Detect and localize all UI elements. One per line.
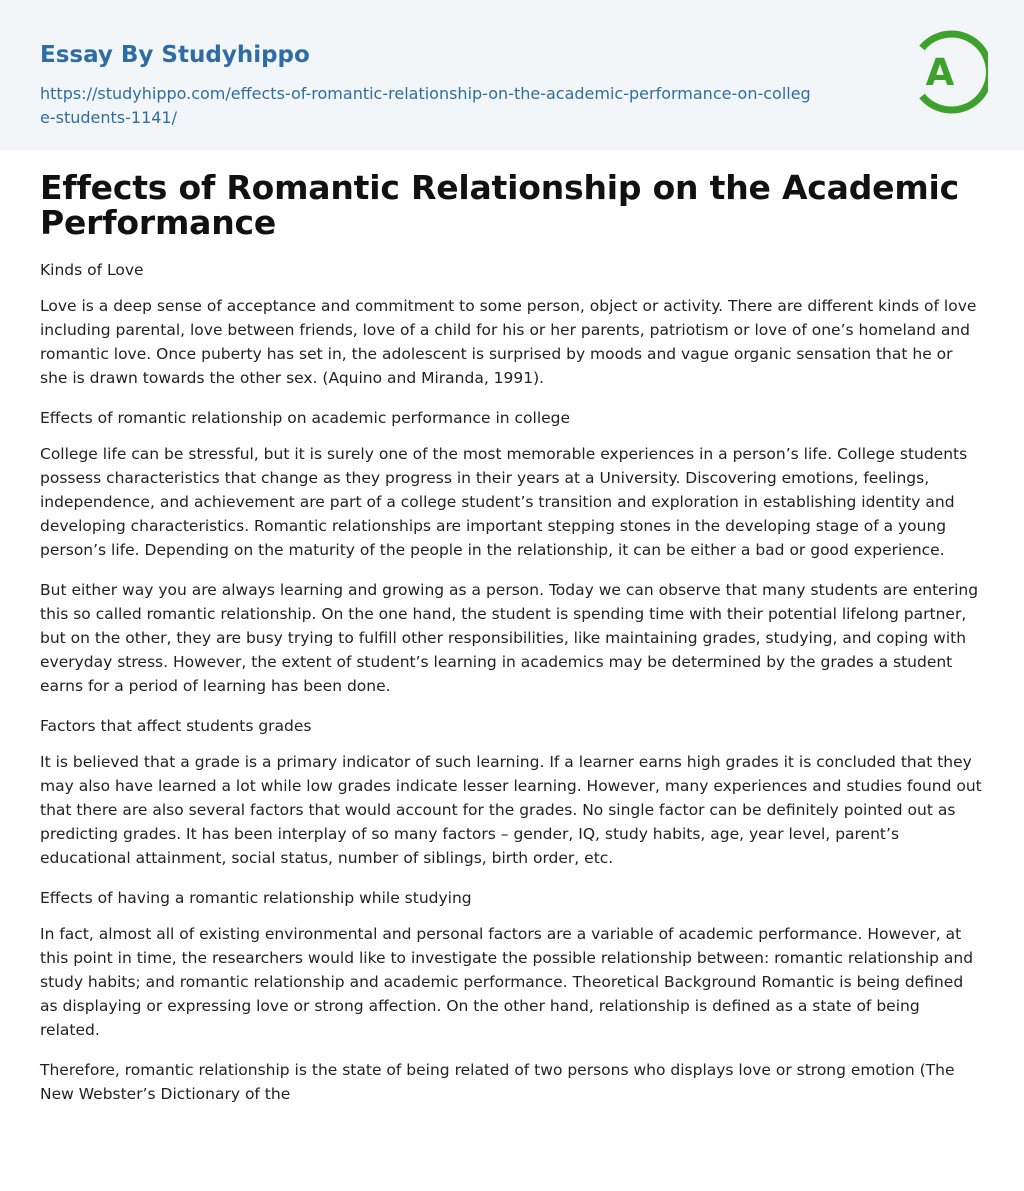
section-heading: Kinds of Love [40,261,144,279]
paragraph: Therefore, romantic relationship is the state of being related of two persons who displays love or strong emotion (The New Webster’s Dictionary of the [40,1061,955,1103]
section-heading: Effects of romantic relationship on academic performance in college [40,409,571,427]
brand-title[interactable]: Essay By Studyhippo [40,42,310,68]
studyhippo-logo-icon[interactable] [908,28,988,116]
paragraph: It is believed that a grade is a primary indicator of such learning. If a learner earns high grades it is concluded that they may also have learned a lot while low grades indicate lesser learning. However, many experiences and studies found out that there are also several factors that would account for the grades. No single factor can be definitely pointed out as predicting grades. It has been interplay of so many factors – gender, IQ, study habits, age, year level, parent’s educational attainment, social status, number of siblings, birth order, etc. [40,753,982,867]
paragraph: Love is a deep sense of acceptance and commitment to some person, object or activity. There are different kinds of love including parental, love between friends, love of a child for his or her parents, patriotism or love of one’s homeland and romantic love. Once puberty has set in, the adolescent is surprised by moods and vague organic sensation that he or she is drawn towards the other sex. (Aquino and Miranda, 1991). [40,297,977,387]
section-heading: Effects of having a romantic relationship while studying [40,889,472,907]
logo-letter: A [925,51,955,94]
essay-article [40,170,984,1122]
essay-body [40,258,984,1106]
section-heading: Factors that affect students grades [40,717,312,735]
essay-title: Effects of Romantic Relationship on the Academic Performance [40,168,959,242]
paragraph: But either way you are always learning and growing as a person. Today we can observe that many students are entering this so called romantic relationship. On the one hand, the student is spending time with their potential lifelong partner, but on the other, they are busy trying to fulfill other responsibilities, like maintaining grades, studying, and coping with everyday stress. However, the extent of student’s learning in academics may be determined by the grades a student earns for a period of learning has been done. [40,581,979,695]
essay-url-link[interactable]: https://studyhippo.com/effects-of-romantic-relationship-on-the-academic-performance-on-college-students-1141/ [40,84,811,127]
paragraph: In fact, almost all of existing environmental and personal factors are a variable of academic performance. However, at this point in time, the researchers would like to investigate the possible relationship between: romantic relationship and study habits; and romantic relationship and academic performance. Theoretical Background Romantic is being defined as displaying or expressing love or strong affection. On the other hand, relationship is defined as a state of being related. [40,925,974,1039]
site-header [0,0,1024,150]
paragraph: College life can be stressful, but it is surely one of the most memorable experiences in a person’s life. College students possess characteristics that change as they progress in their years at a University. Discovering emotions, feelings, independence, and achievement are part of a college student’s transition and exploration in establishing identity and developing characteristics. Romantic relationships are important stepping stones in the developing stage of a young person’s life. Depending on the maturity of the people in the relationship, it can be either a bad or good experience. [40,445,968,559]
